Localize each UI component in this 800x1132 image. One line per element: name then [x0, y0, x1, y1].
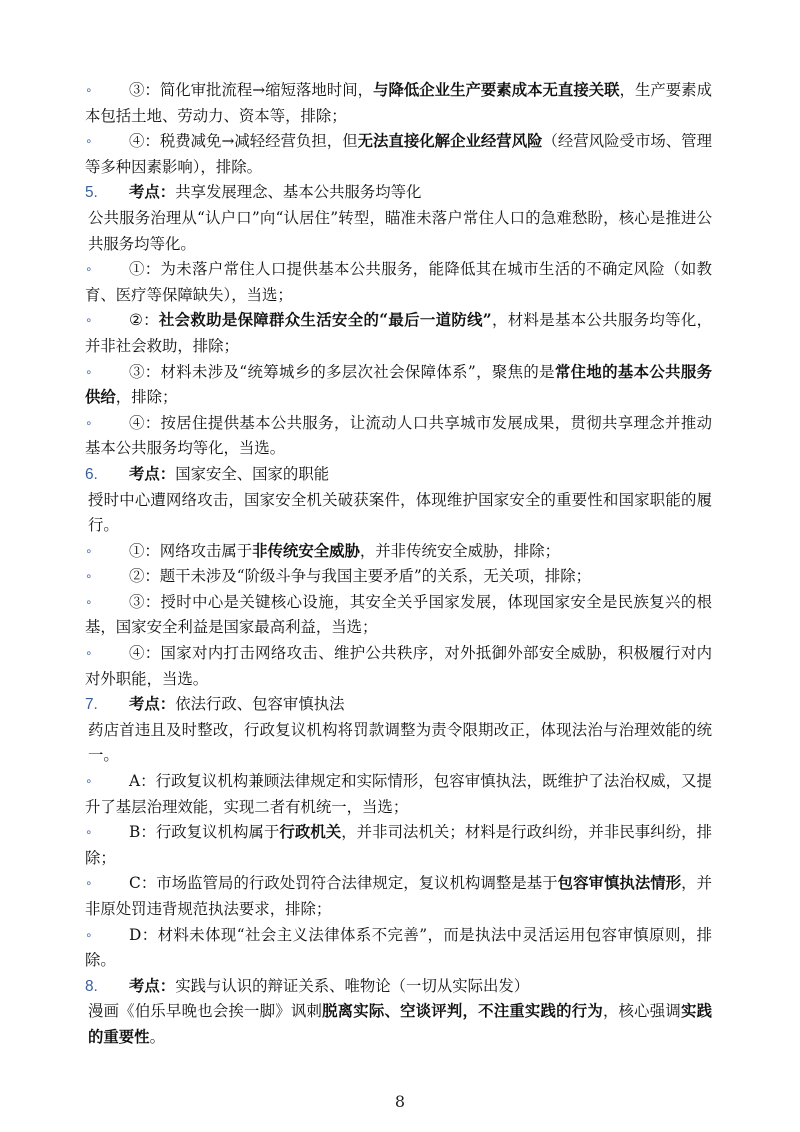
- text-run: ，生产要素成本包括土地、劳动力、资本等，排除；: [85, 81, 712, 125]
- text-run: ，材料是基本公共服务均等化，并非社会救助，排除；: [85, 311, 712, 355]
- bold-text: 无法直接化解企业经营风险: [357, 132, 543, 151]
- text-run: ，核心强调: [602, 1002, 681, 1021]
- text-run: 实践与认识的辩证关系、唯物论（一切从实际出发）: [175, 976, 530, 995]
- question-number: 8.: [85, 977, 98, 995]
- text-run: ①：网络攻击属于: [129, 541, 253, 560]
- answer-analysis-item: [0, 411, 800, 462]
- answer-analysis-item: [0, 257, 800, 308]
- text-run: 依法行政、包容审慎执法: [175, 695, 345, 714]
- answer-analysis-item: [0, 539, 800, 565]
- answer-analysis-item: [0, 78, 800, 129]
- bullet-icon: ∘: [85, 313, 93, 328]
- text-run: ④：国家对内打击网络攻击、维护公共秩序，对外抵御外部安全威胁，积极履行对内对外职能，当选。: [85, 644, 712, 688]
- bullet-icon: ∘: [85, 415, 93, 430]
- text-run: 国家安全、国家的职能: [175, 464, 330, 483]
- text-run: ，并非原处罚违背规范执法要求，排除；: [85, 874, 712, 918]
- bold-text: 考点：: [129, 695, 176, 714]
- text-run: ④：按居住提供基本公共服务，让流动人口共享城市发展成果，贯彻共享理念并推动基本公共服务均等化，当选。: [85, 413, 712, 458]
- text-run: ③：简化审批流程→缩短落地时间，: [129, 81, 374, 99]
- answer-analysis-item: [0, 129, 800, 180]
- bullet-icon: ∘: [85, 646, 93, 661]
- text-run: ②：: [129, 311, 159, 330]
- bullet-icon: ∘: [85, 262, 93, 277]
- question-heading: [0, 180, 800, 206]
- bold-text: 考点：: [129, 183, 176, 202]
- text-run: ，并非传统安全威胁，排除；: [359, 541, 560, 560]
- answer-analysis-item: [0, 641, 800, 692]
- bullet-icon: ∘: [85, 825, 93, 840]
- question-heading: [0, 692, 800, 718]
- answer-analysis-item: [0, 360, 800, 411]
- bold-text: 考点：: [129, 976, 176, 995]
- bold-text: 行政机关: [279, 823, 342, 842]
- answer-analysis-item: [0, 590, 800, 641]
- text-run: ④：税费减免→减轻经营负担，但: [129, 132, 358, 151]
- bold-text: 包容审慎执法情形: [557, 874, 682, 893]
- material-summary: [0, 999, 800, 1050]
- bold-text: 考点：: [129, 464, 176, 483]
- answer-analysis-item: [0, 308, 800, 359]
- bullet-icon: ∘: [85, 876, 93, 891]
- page-number: 8: [394, 1092, 406, 1111]
- bullet-icon: ∘: [85, 927, 93, 942]
- text-run: C：市场监管局的行政处罚符合法律规定，复议机构调整是基于: [129, 874, 558, 893]
- answer-analysis-item: [0, 820, 800, 871]
- text-run: （经营风险受市场、管理等多种因素影响），排除。: [85, 132, 712, 176]
- text-run: ②：题干未涉及“阶级斗争与我国主要矛盾”的关系，无关项，排除；: [129, 567, 592, 586]
- text-run: ③：材料未涉及“统筹城乡的多层次社会保障体系”，聚焦的是: [129, 362, 555, 381]
- bold-text: 常住地的基本公共服务供给: [85, 362, 712, 407]
- text-run: 共享发展理念、基本公共服务均等化: [175, 183, 422, 202]
- question-number: 7.: [85, 696, 98, 714]
- material-summary: [0, 206, 800, 257]
- answer-analysis-item: [0, 564, 800, 590]
- text-run: B：行政复议机构属于: [129, 823, 280, 842]
- material-summary: [0, 488, 800, 539]
- text-run: ，排除；: [115, 388, 178, 407]
- bold-text: 脱离实际、空谈评判，不注重实践的行为: [322, 1002, 603, 1021]
- answer-analysis-item: [0, 871, 800, 922]
- answer-analysis-item: [0, 923, 800, 974]
- bullet-icon: ∘: [85, 594, 93, 609]
- bullet-icon: ∘: [85, 364, 93, 379]
- material-summary: [0, 718, 800, 769]
- text-run: 。: [149, 1027, 165, 1046]
- bold-text: 实践的重要性: [88, 1002, 712, 1046]
- document-body: [0, 78, 800, 1051]
- bullet-icon: ∘: [85, 83, 93, 97]
- text-run: 公共服务治理从“认户口”向“认居住”转型，瞄准未落户常住人口的急难愁盼，核心是推进公共服务均等化。: [88, 208, 712, 253]
- bullet-icon: ∘: [85, 134, 93, 149]
- question-heading: [0, 462, 800, 488]
- text-run: 漫画《伯乐早晚也会挨一脚》讽刺: [88, 1002, 323, 1021]
- bullet-icon: ∘: [85, 774, 93, 789]
- answer-analysis-item: [0, 769, 800, 820]
- text-run: ，并非司法机关；材料是行政纠纷，并非民事纠纷，排除；: [85, 823, 712, 867]
- question-heading: [0, 974, 800, 1000]
- question-number: 5.: [85, 184, 98, 202]
- bold-text: 与降低企业生产要素成本无直接关联: [373, 81, 620, 99]
- question-number: 6.: [85, 465, 98, 483]
- bullet-icon: ∘: [85, 569, 93, 584]
- text-run: A：行政复议机构兼顾法律规定和实际情形，包容审慎执法，既维护了法治权威，又提升了基层治理效能，实现二者有机统一，当选；: [85, 772, 712, 816]
- text-run: 授时中心遭网络攻击，国家安全机关破获案件，体现维护国家安全的重要性和国家职能的履行。: [88, 490, 712, 535]
- text-run: ③：授时中心是关键核心设施，其安全关乎国家发展，体现国家安全是民族复兴的根基，国家安全利益是国家最高利益，当选；: [85, 592, 712, 637]
- text-run: ①：为未落户常住人口提供基本公共服务，能降低其在城市生活的不确定风险（如教育、医疗等保障缺失），当选；: [85, 260, 712, 304]
- bullet-icon: ∘: [85, 543, 93, 558]
- text-run: 药店首违且及时整改，行政复议机构将罚款调整为责令限期改正，体现法治与治理效能的统一。: [88, 720, 712, 765]
- bold-text: 社会救助是保障群众生活安全的“最后一道防线”: [158, 311, 492, 330]
- bold-text: 非传统安全威胁: [252, 541, 360, 560]
- text-run: D：材料未体现“社会主义法律体系不完善”，而是执法中灵活运用包容审慎原则，排除。: [85, 925, 712, 970]
